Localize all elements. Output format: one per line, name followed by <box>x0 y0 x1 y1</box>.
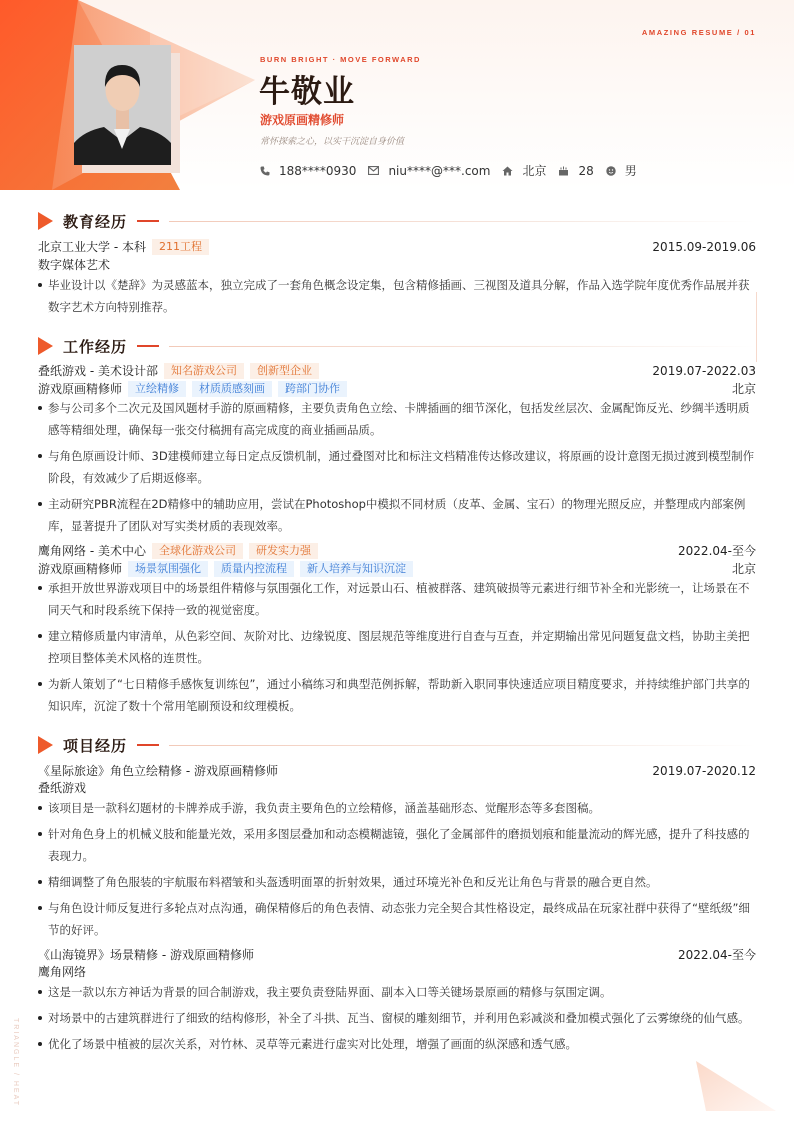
phone-icon <box>260 166 270 176</box>
job-position: 游戏原画精修师 <box>38 382 123 396</box>
mail-icon <box>368 166 379 175</box>
company-tag: 创新型企业 <box>250 363 319 379</box>
project-name: 《山海镜界》场景精修 - 游戏原画精修师 <box>38 948 254 962</box>
job-company: 叠纸游戏 - 美术设计部 <box>38 364 158 378</box>
cake-icon <box>558 165 569 176</box>
section-dash <box>137 345 159 347</box>
list-item: 毕业设计以《楚辞》为灵感蓝本，独立完成了一套角色概念设定集，包含精修插画、三视图及道具分解，作品入选学院年度优秀作品展并获数字艺术方向特别推荐。 <box>38 274 756 318</box>
list-item: 与角色原画设计师、3D建模师建立每日定点反馈机制，通过叠图对比和标注文档精准传达修改建议，将原画的设计意图无损过渡到模型制作阶段，有效减少了后期返修率。 <box>38 445 756 489</box>
education-header-row <box>38 238 756 255</box>
project-name: 《星际旅途》角色立绘精修 - 游戏原画精修师 <box>38 764 278 778</box>
job-location: 北京 <box>731 562 756 576</box>
job-bullets <box>38 577 756 721</box>
section-triangle-icon <box>38 337 53 355</box>
skill-tag: 材质质感刻画 <box>192 381 272 397</box>
project-bullets <box>38 797 756 945</box>
section-work-title <box>38 336 756 356</box>
skill-tag: 立绘精修 <box>128 381 186 397</box>
top-tag: AMAZING RESUME / 01 <box>641 28 756 37</box>
gender-value: 男 <box>624 164 637 178</box>
skill-tag: 新人培养与知识沉淀 <box>300 561 413 577</box>
job-header-row <box>38 362 756 379</box>
list-item: 针对角色身上的机械义肢和能量光效，采用多图层叠加和动态模糊滤镜，强化了金属部件的磨损划痕和能量流动的辉光感，提升了科技感的表现力。 <box>38 823 756 867</box>
age-value: 28 <box>578 163 594 178</box>
contact-email <box>368 162 490 179</box>
job-bullets <box>38 397 756 541</box>
avatar-photo <box>74 45 171 165</box>
company-tag: 研发实力强 <box>249 543 318 559</box>
skill-tag: 质量内控流程 <box>214 561 294 577</box>
section-dash <box>137 744 159 746</box>
list-item: 主动研究PBR流程在2D精修中的辅助应用，尝试在Photoshop中模拟不同材质（皮革、金属、宝石）的物理光照反应，并整理成内部案例库，显著提升了团队对写实类材质的表现效率。 <box>38 493 756 537</box>
edge-accent-line <box>756 292 757 362</box>
portrait-illustration <box>74 45 171 165</box>
job-position-row <box>38 560 756 577</box>
project-company: 叠纸游戏 <box>38 781 87 795</box>
list-item: 与角色设计师反复进行多轮点对点沟通，确保精修后的角色表情、动态张力完全契合其性格设定，最终成品在玩家社群中获得了“壁纸级”细节的好评。 <box>38 897 756 941</box>
job-company: 鹰角网络 - 美术中心 <box>38 544 146 558</box>
home-icon <box>502 166 513 176</box>
header-motto: BURN BRIGHT · MOVE FORWARD <box>260 55 421 64</box>
company-tag: 知名游戏公司 <box>164 363 244 379</box>
person-name: 牛敬业 <box>259 74 355 110</box>
skill-tag: 场景氛围强化 <box>128 561 208 577</box>
list-item: 为新人策划了“七日精修手感恢复训练包”，通过小稿练习和典型范例拆解，帮助新入职同事快速适应项目精度要求，并持续维护部门共享的知识库，沉淀了数十个常用笔刷预设和纹理模板。 <box>38 673 756 717</box>
job-period: 2019.07-2022.03 <box>652 363 756 378</box>
education-tag: 211工程 <box>152 239 209 255</box>
list-item: 精细调整了角色服装的宇航服布料褶皱和头盔透明面罩的折射效果，通过环境光补色和反光让角色与背景的融合更自然。 <box>38 871 756 893</box>
section-dash <box>137 220 159 222</box>
person-slogan: 常怀探索之心，以实干沉淀自身价值 <box>260 137 405 147</box>
project-header-row <box>38 762 756 779</box>
contact-age <box>558 162 593 179</box>
project-bullets <box>38 981 756 1059</box>
bottom-triangle-decoration <box>696 1061 776 1111</box>
contact-city <box>502 162 546 179</box>
section-title-text: 项目经历 <box>63 736 128 755</box>
avatar <box>74 45 180 173</box>
section-title-text: 教育经历 <box>63 212 128 231</box>
section-title-text: 工作经历 <box>63 337 128 356</box>
list-item: 优化了场景中植被的层次关系，对竹林、灵草等元素进行虚实对比处理，增强了画面的纵深感和透气感。 <box>38 1033 756 1055</box>
project-header-row <box>38 946 756 963</box>
list-item: 这是一款以东方神话为背景的回合制游戏，我主要负责登陆界面、副本入口等关键场景原画的精修与氛围定调。 <box>38 981 756 1003</box>
contact-gender <box>606 162 637 179</box>
education-period: 2015.09-2019.06 <box>652 239 756 254</box>
person-role: 游戏原画精修师 <box>260 113 345 127</box>
city-value: 北京 <box>522 164 547 178</box>
section-projects-title <box>38 735 756 755</box>
section-triangle-icon <box>38 212 53 230</box>
education-bullets <box>38 274 756 322</box>
list-item: 建立精修质量内审清单，从色彩空间、灰阶对比、边缘锐度、图层规范等维度进行自查与互查，并定期输出常见问题复盘文档，协助主美把控项目整体美术风格的连贯性。 <box>38 625 756 669</box>
list-item: 该项目是一款科幻题材的卡牌养成手游，我负责主要角色的立绘精修，涵盖基础形态、觉醒形态等多套图稿。 <box>38 797 756 819</box>
project-company: 鹰角网络 <box>38 965 87 979</box>
job-position: 游戏原画精修师 <box>38 562 123 576</box>
education-major: 数字媒体艺术 <box>38 258 111 272</box>
section-triangle-icon <box>38 736 53 754</box>
list-item: 承担开放世界游戏项目中的场景组件精修与氛围强化工作，对远景山石、植被群落、建筑破损等元素进行细节补全和光影统一，让场景在不同天气和时段系统下保持一致的视觉密度。 <box>38 577 756 621</box>
skill-tag: 跨部门协作 <box>278 381 347 397</box>
email-value: niu****@***.com <box>388 163 491 178</box>
project-period: 2022.04-至今 <box>678 948 756 962</box>
company-tag: 全球化游戏公司 <box>152 543 243 559</box>
section-divider <box>169 221 756 222</box>
education-school: 北京工业大学 - 本科 <box>38 240 146 254</box>
section-education-title <box>38 211 756 231</box>
section-divider <box>169 745 756 746</box>
side-watermark-text: TRIANGLE / HEAT <box>12 1018 19 1107</box>
contact-phone <box>260 162 356 179</box>
list-item: 对场景中的古建筑群进行了细致的结构修形，补全了斗拱、瓦当、窗棂的雕刻细节，并利用色彩减淡和叠加模式强化了云雾缭绕的仙气感。 <box>38 1007 756 1029</box>
phone-value: 188****0930 <box>279 163 357 178</box>
user-icon <box>606 166 616 176</box>
project-period: 2019.07-2020.12 <box>652 763 756 778</box>
job-location: 北京 <box>731 382 756 396</box>
section-divider <box>169 346 756 347</box>
list-item: 参与公司多个二次元及国风题材手游的原画精修，主要负责角色立绘、卡牌插画的细节深化，包括发丝层次、金属配饰反光、纱绸半透明质感等精细处理，确保每一张交付稿拥有高完成度的商业插画品质。 <box>38 397 756 441</box>
job-period: 2022.04-至今 <box>678 544 756 558</box>
contact-bar <box>260 162 649 179</box>
job-header-row <box>38 542 756 559</box>
job-position-row <box>38 380 756 397</box>
